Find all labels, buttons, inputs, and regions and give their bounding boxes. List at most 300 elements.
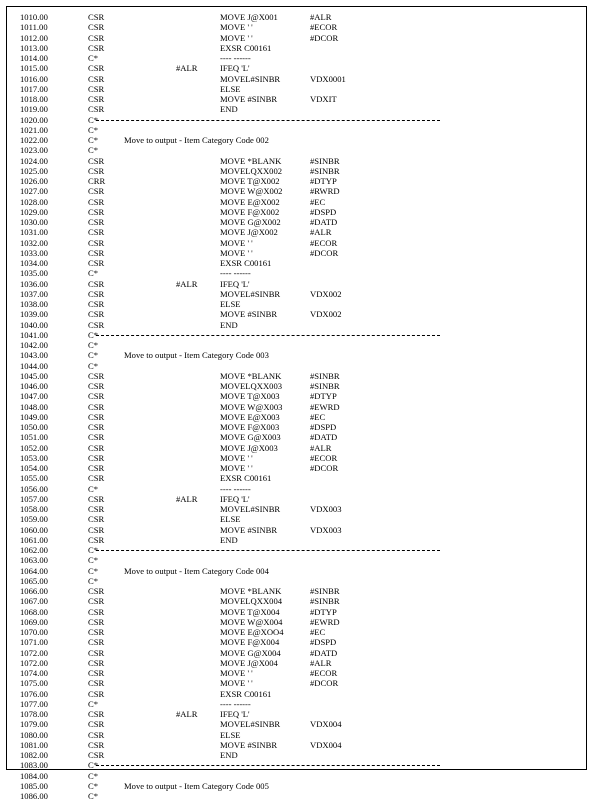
line-number: 1072.00 — [20, 657, 48, 668]
operation: ---- ------ — [220, 483, 251, 494]
separator-rule — [96, 120, 440, 121]
line-number: 1057.00 — [20, 493, 48, 504]
document-page — [6, 6, 587, 801]
line-number: 1083.00 — [20, 760, 48, 771]
code-line — [20, 115, 580, 125]
spec-type: CSR — [88, 155, 105, 166]
line-number: 1078.00 — [20, 709, 48, 719]
result-field: #SINBR — [310, 586, 340, 596]
result-field: #DTYP — [310, 176, 337, 186]
line-number: 1040.00 — [20, 319, 48, 330]
factor-label: #ALR — [176, 709, 198, 719]
code-line — [20, 350, 580, 360]
line-number: 1032.00 — [20, 237, 48, 248]
result-field: #ALR — [310, 657, 332, 668]
line-number: 1022.00 — [20, 135, 48, 145]
spec-type: CSR — [88, 278, 105, 289]
line-number: 1061.00 — [20, 534, 48, 545]
spec-type: CSR — [88, 411, 105, 422]
operation: MOVE W@X002 — [220, 186, 283, 197]
line-number: 1016.00 — [20, 73, 48, 84]
spec-type: CSR — [88, 12, 105, 22]
result-field: #DATD — [310, 217, 338, 227]
code-line — [20, 699, 580, 709]
operation: MOVE J@X003 — [220, 442, 278, 453]
factor-label: #ALR — [176, 63, 198, 74]
code-line — [20, 176, 580, 186]
operation: MOVE ' ' — [220, 463, 253, 473]
code-line — [20, 361, 580, 371]
spec-type: C* — [88, 545, 99, 555]
source-listing — [20, 12, 580, 801]
code-line — [20, 668, 580, 678]
code-line — [20, 104, 580, 114]
code-line — [20, 197, 580, 207]
spec-type: C* — [88, 565, 99, 576]
operation: MOVE ' ' — [220, 22, 253, 33]
line-number: 1067.00 — [20, 596, 48, 607]
code-line — [20, 514, 580, 524]
line-number: 1026.00 — [20, 176, 48, 186]
result-field: #DTYP — [310, 606, 337, 617]
line-number: 1033.00 — [20, 247, 48, 258]
line-number: 1052.00 — [20, 442, 48, 453]
spec-type: CSR — [88, 637, 105, 648]
code-line — [20, 525, 580, 535]
spec-type: CSR — [88, 606, 105, 617]
spec-type: C* — [88, 124, 99, 135]
result-field: #SINBR — [310, 381, 340, 391]
operation: MOVE *BLANK — [220, 370, 282, 381]
spec-type: CSR — [88, 186, 105, 197]
operation: IFEQ 'L' — [220, 709, 250, 719]
result-field: #ECOR — [310, 22, 338, 33]
spec-type: C* — [88, 760, 99, 771]
operation: IFEQ 'L' — [220, 63, 250, 74]
result-field: #EC — [310, 627, 326, 637]
spec-type: C* — [88, 360, 99, 371]
operation: MOVE E@XOO4 — [220, 627, 284, 637]
line-number: 1060.00 — [20, 524, 48, 535]
line-number: 1012.00 — [20, 32, 48, 43]
line-number: 1025.00 — [20, 165, 48, 176]
code-line — [20, 84, 580, 94]
code-line — [20, 791, 580, 801]
spec-type: CSR — [88, 165, 105, 176]
result-field: #DATD — [310, 432, 338, 443]
line-number: 1044.00 — [20, 360, 48, 371]
result-field: #ALR — [310, 12, 332, 22]
result-field: #DCOR — [310, 32, 339, 43]
code-line — [20, 156, 580, 166]
spec-type: CSR — [88, 668, 105, 678]
operation: MOVE T@X003 — [220, 391, 280, 402]
code-line — [20, 125, 580, 135]
code-line — [20, 760, 580, 770]
spec-type: CSR — [88, 688, 105, 699]
spec-type: CSR — [88, 432, 105, 443]
line-number: 1045.00 — [20, 370, 48, 381]
spec-type: C* — [88, 780, 99, 791]
spec-type: C* — [88, 268, 99, 279]
result-field: #DSPD — [310, 206, 337, 217]
result-field: VDX003 — [310, 524, 342, 535]
code-line — [20, 320, 580, 330]
spec-type: C* — [88, 145, 99, 156]
operation: EXSR C00161 — [220, 258, 272, 268]
line-number: 1042.00 — [20, 340, 48, 350]
spec-type: C* — [88, 329, 99, 340]
line-number: 1028.00 — [20, 196, 48, 207]
result-field: VDX002 — [310, 309, 342, 320]
code-line — [20, 535, 580, 545]
operation: MOVELQXX003 — [220, 381, 283, 391]
code-line — [20, 135, 580, 145]
result-field: #DCOR — [310, 463, 339, 473]
result-field: #SINBR — [310, 370, 340, 381]
comment-text: Move to output - Item Category Code 003 — [124, 350, 269, 361]
code-line — [20, 53, 580, 63]
code-line — [20, 658, 580, 668]
code-line — [20, 586, 580, 596]
code-line — [20, 268, 580, 278]
operation: MOVE #SINBR — [220, 94, 278, 104]
operation: ELSE — [220, 299, 241, 309]
line-number: 1071.00 — [20, 637, 48, 648]
code-line — [20, 381, 580, 391]
result-field: #EC — [310, 411, 326, 422]
operation: MOVE ' ' — [220, 237, 253, 248]
operation: MOVE #SINBR — [220, 524, 278, 535]
spec-type: C* — [88, 698, 99, 709]
line-number: 1015.00 — [20, 63, 48, 74]
code-line — [20, 566, 580, 576]
spec-type: C* — [88, 791, 99, 801]
code-line — [20, 12, 580, 22]
separator-rule — [96, 335, 440, 336]
operation: MOVE ' ' — [220, 668, 253, 678]
spec-type: CSR — [88, 63, 105, 74]
spec-type: CSR — [88, 370, 105, 381]
spec-type: C* — [88, 770, 99, 781]
spec-type: C* — [88, 350, 99, 361]
operation: MOVE E@X002 — [220, 196, 280, 207]
separator-rule — [96, 550, 440, 551]
spec-type: C* — [88, 575, 99, 586]
result-field: VDX004 — [310, 719, 342, 730]
code-line — [20, 422, 580, 432]
operation: MOVE F@X002 — [220, 206, 280, 217]
line-number: 1019.00 — [20, 104, 48, 115]
spec-type: CSR — [88, 524, 105, 535]
spec-type: CSR — [88, 104, 105, 115]
line-number: 1075.00 — [20, 678, 48, 689]
spec-type: CSR — [88, 534, 105, 545]
code-line — [20, 238, 580, 248]
code-line — [20, 576, 580, 586]
code-line — [20, 484, 580, 494]
spec-type: CSR — [88, 94, 105, 104]
spec-type: CSR — [88, 401, 105, 412]
result-field: #DSPD — [310, 637, 337, 648]
spec-type: CSR — [88, 678, 105, 689]
line-number: 1080.00 — [20, 729, 48, 740]
line-number: 1036.00 — [20, 278, 48, 289]
code-line — [20, 217, 580, 227]
operation: END — [220, 534, 238, 545]
operation: ---- ------ — [220, 698, 251, 709]
code-line — [20, 545, 580, 555]
line-number: 1017.00 — [20, 83, 48, 94]
result-field: #SINBR — [310, 596, 340, 607]
operation: MOVE T@X004 — [220, 606, 280, 617]
spec-type: CSR — [88, 627, 105, 637]
line-number: 1020.00 — [20, 114, 48, 125]
line-number: 1082.00 — [20, 750, 48, 760]
code-line — [20, 43, 580, 53]
operation: MOVE E@X003 — [220, 411, 280, 422]
line-number: 1030.00 — [20, 217, 48, 227]
code-line — [20, 607, 580, 617]
code-line — [20, 289, 580, 299]
code-line — [20, 617, 580, 627]
line-number: 1081.00 — [20, 739, 48, 750]
line-number: 1041.00 — [20, 329, 48, 340]
code-line — [20, 709, 580, 719]
spec-type: CSR — [88, 391, 105, 402]
line-number: 1064.00 — [20, 565, 48, 576]
code-line — [20, 627, 580, 637]
line-number: 1021.00 — [20, 124, 48, 135]
code-line — [20, 186, 580, 196]
operation: MOVE #SINBR — [220, 309, 278, 320]
code-line — [20, 432, 580, 442]
line-number: 1074.00 — [20, 668, 48, 678]
line-number: 1031.00 — [20, 227, 48, 238]
spec-type: CSR — [88, 442, 105, 453]
operation: IFEQ 'L' — [220, 278, 250, 289]
spec-type: CSR — [88, 657, 105, 668]
operation: MOVE J@X002 — [220, 227, 278, 238]
spec-type: CSR — [88, 709, 105, 719]
code-line — [20, 63, 580, 73]
code-line — [20, 371, 580, 381]
line-number: 1023.00 — [20, 145, 48, 156]
line-number: 1066.00 — [20, 586, 48, 596]
result-field: #EWRD — [310, 401, 340, 412]
result-field: #DATD — [310, 647, 338, 658]
code-line — [20, 719, 580, 729]
code-line — [20, 330, 580, 340]
result-field: #EWRD — [310, 616, 340, 627]
spec-type: CSR — [88, 258, 105, 268]
spec-type: CSR — [88, 719, 105, 730]
operation: EXSR C00161 — [220, 473, 272, 484]
spec-type: CSR — [88, 381, 105, 391]
code-line — [20, 463, 580, 473]
code-line — [20, 33, 580, 43]
line-number: 1054.00 — [20, 463, 48, 473]
spec-type: CSR — [88, 319, 105, 330]
line-number: 1039.00 — [20, 309, 48, 320]
line-number: 1062.00 — [20, 545, 48, 555]
operation: MOVEL#SINBR — [220, 73, 281, 84]
line-number: 1013.00 — [20, 42, 48, 53]
result-field: VDX0001 — [310, 73, 346, 84]
line-number: 1070.00 — [20, 627, 48, 637]
code-line — [20, 781, 580, 791]
code-line — [20, 74, 580, 84]
code-line — [20, 740, 580, 750]
operation: MOVEL#SINBR — [220, 504, 281, 514]
result-field: #ECOR — [310, 237, 338, 248]
line-number: 1048.00 — [20, 401, 48, 412]
factor-label: #ALR — [176, 278, 198, 289]
line-number: 1024.00 — [20, 155, 48, 166]
operation: MOVE *BLANK — [220, 586, 282, 596]
spec-type: CSR — [88, 493, 105, 504]
line-number: 1018.00 — [20, 94, 48, 104]
line-number: 1056.00 — [20, 483, 48, 494]
operation: MOVE F@X003 — [220, 422, 280, 432]
code-line — [20, 145, 580, 155]
line-number: 1037.00 — [20, 288, 48, 299]
code-line — [20, 596, 580, 606]
code-line — [20, 402, 580, 412]
line-number: 1011.00 — [20, 22, 48, 33]
spec-type: CSR — [88, 22, 105, 33]
code-line — [20, 504, 580, 514]
operation: MOVE W@X004 — [220, 616, 283, 627]
operation: MOVE F@X004 — [220, 637, 280, 648]
spec-type: CSR — [88, 247, 105, 258]
line-number: 1076.00 — [20, 688, 48, 699]
line-number: 1049.00 — [20, 411, 48, 422]
spec-type: CSR — [88, 422, 105, 432]
spec-type: CSR — [88, 514, 105, 525]
spec-type: CSR — [88, 647, 105, 658]
line-number: 1068.00 — [20, 606, 48, 617]
line-number: 1038.00 — [20, 299, 48, 309]
result-field: VDX002 — [310, 288, 342, 299]
result-field: VDXIT — [310, 94, 337, 104]
spec-type: C* — [88, 135, 99, 145]
spec-type: CSR — [88, 616, 105, 627]
line-number: 1014.00 — [20, 53, 48, 63]
operation: MOVE ' ' — [220, 452, 253, 463]
spec-type: CSR — [88, 586, 105, 596]
spec-type: CRR — [88, 176, 106, 186]
line-number: 1050.00 — [20, 422, 48, 432]
line-number: 1053.00 — [20, 452, 48, 463]
spec-type: CSR — [88, 504, 105, 514]
operation: END — [220, 104, 238, 115]
spec-type: C* — [88, 340, 99, 350]
code-line — [20, 207, 580, 217]
line-number: 1079.00 — [20, 719, 48, 730]
spec-type: CSR — [88, 729, 105, 740]
spec-type: C* — [88, 483, 99, 494]
line-number: 1059.00 — [20, 514, 48, 525]
operation: ELSE — [220, 729, 241, 740]
operation: END — [220, 750, 238, 760]
result-field: #DSPD — [310, 422, 337, 432]
operation: MOVELQXX004 — [220, 596, 283, 607]
operation: MOVE #SINBR — [220, 739, 278, 750]
operation: MOVE G@X003 — [220, 432, 281, 443]
spec-type: CSR — [88, 206, 105, 217]
spec-type: CSR — [88, 596, 105, 607]
code-line — [20, 443, 580, 453]
operation: IFEQ 'L' — [220, 493, 250, 504]
operation: MOVE T@X002 — [220, 176, 280, 186]
spec-type: C* — [88, 53, 99, 63]
spec-type: CSR — [88, 309, 105, 320]
operation: ---- ------ — [220, 268, 251, 279]
line-number: 1029.00 — [20, 206, 48, 217]
spec-type: CSR — [88, 288, 105, 299]
line-number: 1058.00 — [20, 504, 48, 514]
code-line — [20, 678, 580, 688]
operation: MOVE J@X001 — [220, 12, 278, 22]
spec-type: CSR — [88, 473, 105, 484]
spec-type: CSR — [88, 237, 105, 248]
code-line — [20, 637, 580, 647]
code-line — [20, 730, 580, 740]
operation: MOVE G@X002 — [220, 217, 281, 227]
operation: MOVE ' ' — [220, 678, 253, 689]
spec-type: CSR — [88, 227, 105, 238]
line-number: 1069.00 — [20, 616, 48, 627]
operation: MOVE W@X003 — [220, 401, 283, 412]
spec-type: C* — [88, 555, 99, 566]
code-line — [20, 689, 580, 699]
result-field: #ALR — [310, 227, 332, 238]
spec-type: C* — [88, 114, 99, 125]
result-field: #ECOR — [310, 452, 338, 463]
result-field: VDX004 — [310, 739, 342, 750]
code-line — [20, 309, 580, 319]
operation: MOVEL#SINBR — [220, 719, 281, 730]
operation: EXSR C00161 — [220, 688, 272, 699]
line-number: 1046.00 — [20, 381, 48, 391]
code-line — [20, 771, 580, 781]
code-line — [20, 391, 580, 401]
line-number: 1084.00 — [20, 770, 48, 781]
operation: MOVE J@X004 — [220, 657, 278, 668]
code-line — [20, 258, 580, 268]
code-line — [20, 248, 580, 258]
code-line — [20, 453, 580, 463]
operation: MOVELQXX002 — [220, 165, 283, 176]
line-number: 1055.00 — [20, 473, 48, 484]
operation: MOVE G@X004 — [220, 647, 281, 658]
line-number: 1077.00 — [20, 698, 48, 709]
result-field: #ALR — [310, 442, 332, 453]
spec-type: CSR — [88, 452, 105, 463]
result-field: #ECOR — [310, 668, 338, 678]
line-number: 1063.00 — [20, 555, 48, 566]
spec-type: CSR — [88, 299, 105, 309]
operation: MOVE *BLANK — [220, 155, 282, 166]
code-line — [20, 94, 580, 104]
line-number: 1027.00 — [20, 186, 48, 197]
line-number: 1035.00 — [20, 268, 48, 279]
spec-type: CSR — [88, 217, 105, 227]
result-field: #SINBR — [310, 155, 340, 166]
result-field: #DTYP — [310, 391, 337, 402]
code-line — [20, 299, 580, 309]
